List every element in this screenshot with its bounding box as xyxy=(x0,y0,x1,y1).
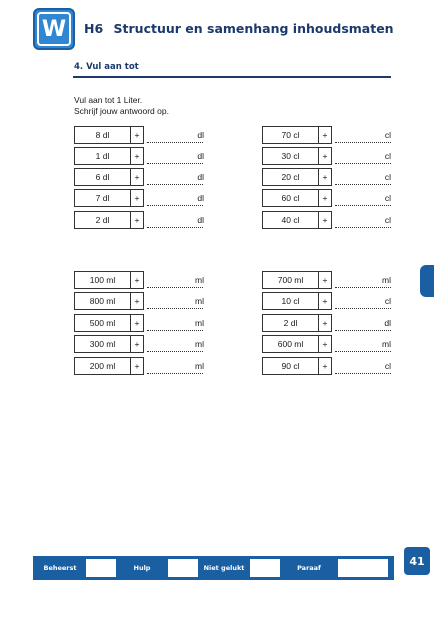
answer-unit: dl xyxy=(197,151,204,161)
plus-sign: + xyxy=(131,292,144,310)
given-amount: 60 cl xyxy=(262,189,319,207)
label-niet-gelukt: Niet gelukt xyxy=(203,564,245,572)
chapter-title: Structuur en samenhang inhoudsmaten xyxy=(113,21,394,36)
plus-sign: + xyxy=(131,335,144,353)
answer-field[interactable] xyxy=(335,149,391,164)
exercise-row xyxy=(74,335,204,353)
answer-unit: dl xyxy=(197,130,204,140)
plus-sign: + xyxy=(319,357,332,375)
method-logo xyxy=(33,8,75,50)
checkbox-beheerst[interactable] xyxy=(86,559,116,577)
answer-unit: ml xyxy=(382,275,391,285)
page-number: 41 xyxy=(404,547,430,575)
plus-sign: + xyxy=(319,147,332,165)
given-amount: 2 dl xyxy=(74,211,131,229)
plus-sign: + xyxy=(131,189,144,207)
answer-unit: dl xyxy=(197,172,204,182)
answer-field[interactable] xyxy=(335,191,391,206)
exercise-row xyxy=(74,314,204,332)
plus-sign: + xyxy=(131,147,144,165)
answer-unit: ml xyxy=(195,339,204,349)
answer-field[interactable] xyxy=(335,170,391,185)
exercise-row xyxy=(262,357,391,375)
answer-field[interactable] xyxy=(147,149,203,164)
given-amount: 700 ml xyxy=(262,271,319,289)
given-amount: 90 cl xyxy=(262,357,319,375)
answer-unit: cl xyxy=(384,193,391,203)
answer-unit: dl xyxy=(197,193,204,203)
exercise-row xyxy=(262,189,391,207)
answer-unit: dl xyxy=(384,318,391,328)
given-amount: 300 ml xyxy=(74,335,131,353)
exercise-row xyxy=(74,126,204,144)
given-amount: 100 ml xyxy=(74,271,131,289)
assessment-bar xyxy=(33,556,394,580)
answer-unit: ml xyxy=(382,339,391,349)
given-amount: 6 dl xyxy=(74,168,131,186)
exercise-row xyxy=(262,292,391,310)
answer-field[interactable] xyxy=(147,170,203,185)
exercise-row xyxy=(262,126,391,144)
checkbox-niet-gelukt[interactable] xyxy=(250,559,280,577)
answer-unit: cl xyxy=(384,151,391,161)
exercise-row xyxy=(262,147,391,165)
answer-field[interactable] xyxy=(335,294,391,309)
exercise-row xyxy=(74,189,204,207)
answer-field[interactable] xyxy=(335,316,391,331)
plus-sign: + xyxy=(131,211,144,229)
plus-sign: + xyxy=(319,168,332,186)
given-amount: 500 ml xyxy=(74,314,131,332)
exercise-row xyxy=(74,211,204,229)
field-paraaf[interactable] xyxy=(338,559,388,577)
answer-unit: cl xyxy=(384,172,391,182)
given-amount: 800 ml xyxy=(74,292,131,310)
given-amount: 8 dl xyxy=(74,126,131,144)
exercise-title: 4. Vul aan tot xyxy=(74,62,139,72)
exercise-row xyxy=(74,147,204,165)
answer-unit: ml xyxy=(195,361,204,371)
exercise-row xyxy=(262,168,391,186)
answer-unit: cl xyxy=(384,130,391,140)
given-amount: 70 cl xyxy=(262,126,319,144)
title-divider xyxy=(73,76,391,78)
given-amount: 7 dl xyxy=(74,189,131,207)
instruction-line-2: Schrijf jouw antwoord op. xyxy=(74,106,169,116)
checkbox-hulp[interactable] xyxy=(168,559,198,577)
label-beheerst: Beheerst xyxy=(43,564,77,572)
exercise-row xyxy=(74,357,204,375)
given-amount: 1 dl xyxy=(74,147,131,165)
answer-field[interactable] xyxy=(147,213,203,228)
plus-sign: + xyxy=(131,357,144,375)
chapter-heading xyxy=(84,21,394,36)
answer-unit: dl xyxy=(197,215,204,225)
answer-unit: cl xyxy=(384,361,391,371)
plus-sign: + xyxy=(319,271,332,289)
plus-sign: + xyxy=(131,168,144,186)
answer-field[interactable] xyxy=(147,191,203,206)
answer-field[interactable] xyxy=(335,213,391,228)
plus-sign: + xyxy=(319,335,332,353)
exercise-row xyxy=(74,168,204,186)
plus-sign: + xyxy=(131,314,144,332)
answer-field[interactable] xyxy=(147,128,203,143)
given-amount: 40 cl xyxy=(262,211,319,229)
label-hulp: Hulp xyxy=(133,564,151,572)
answer-unit: ml xyxy=(195,318,204,328)
plus-sign: + xyxy=(319,292,332,310)
instruction xyxy=(74,95,169,117)
given-amount: 10 cl xyxy=(262,292,319,310)
plus-sign: + xyxy=(319,211,332,229)
exercise-row xyxy=(262,314,391,332)
plus-sign: + xyxy=(319,126,332,144)
plus-sign: + xyxy=(319,314,332,332)
given-amount: 30 cl xyxy=(262,147,319,165)
logo-letter: W xyxy=(37,12,71,46)
given-amount: 2 dl xyxy=(262,314,319,332)
exercise-row xyxy=(74,292,204,310)
answer-unit: cl xyxy=(384,296,391,306)
exercise-row xyxy=(262,211,391,229)
instruction-line-1: Vul aan tot 1 Liter. xyxy=(74,95,143,105)
given-amount: 600 ml xyxy=(262,335,319,353)
plus-sign: + xyxy=(131,126,144,144)
label-paraaf: Paraaf xyxy=(297,564,321,572)
exercise-row xyxy=(74,271,204,289)
exercise-row xyxy=(262,271,391,289)
answer-field[interactable] xyxy=(335,128,391,143)
given-amount: 200 ml xyxy=(74,357,131,375)
exercise-row xyxy=(262,335,391,353)
plus-sign: + xyxy=(319,189,332,207)
answer-unit: cl xyxy=(384,215,391,225)
side-tab-marker xyxy=(420,265,434,297)
answer-unit: ml xyxy=(195,296,204,306)
answer-field[interactable] xyxy=(335,359,391,374)
plus-sign: + xyxy=(131,271,144,289)
chapter-number: H6 xyxy=(84,21,104,36)
answer-unit: ml xyxy=(195,275,204,285)
given-amount: 20 cl xyxy=(262,168,319,186)
